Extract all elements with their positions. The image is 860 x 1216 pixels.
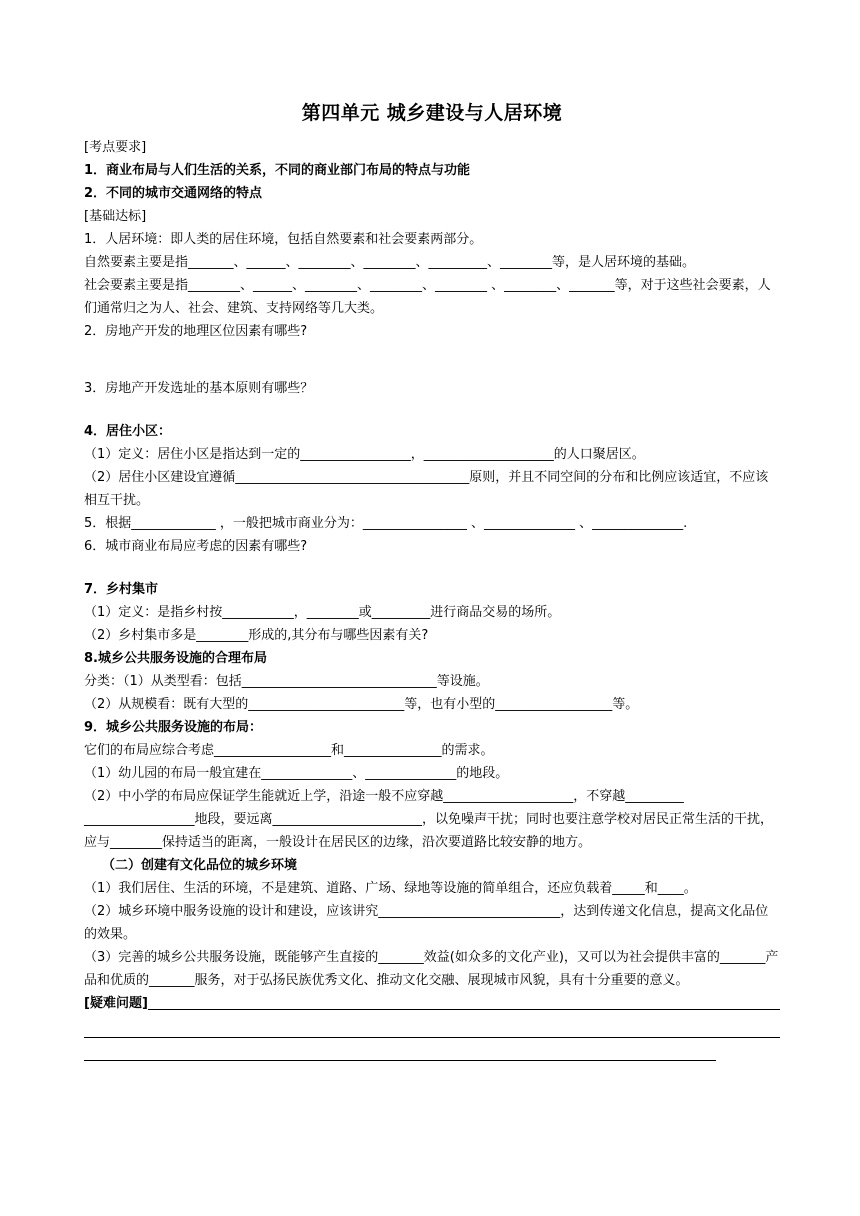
culture-3: （3）完善的城乡公共服务设施，既能够产生直接的_______效益(如众多的文化产业)，又可以为社会提供丰富的_______产品和优质的_______服务，对于弘扬民族优秀文化、推动文化交融、展现城市风貌，具有十分重要的意义。 <box>84 950 779 988</box>
answer-line <box>84 1015 780 1038</box>
item-4-definition: （1）定义：居住小区是指达到一定的_________________，____________________的人口聚居区。 <box>84 447 645 462</box>
requirement-1: 1．商业布局与人们生活的关系，不同的商业部门布局的特点与功能 <box>84 163 471 178</box>
worksheet-page <box>84 100 780 1061</box>
item-7-formation: （2）乡村集市多是________形成的,其分布与哪些因素有关? <box>84 628 429 643</box>
difficult-questions-label: [疑难问题] <box>84 996 148 1011</box>
difficult-questions-row <box>84 992 780 1015</box>
section-culture-heading: （二）创建有文化品位的城乡环境 <box>102 858 298 873</box>
item-9-heading: 9．城乡公共服务设施的布局： <box>84 720 263 735</box>
item-5: 5．根据_____________ ，一般把城市商业分为：________________ 、______________ 、______________. <box>84 516 688 531</box>
page-title: 第四单元 城乡建设与人居环境 <box>301 102 563 124</box>
question-6: 6．城市商业布局应考虑的因素有哪些? <box>84 539 308 554</box>
item-1-natural-elements: 自然要素主要是指_______、______、________、________、_________、________等，是人居环境的基础。 <box>84 255 696 270</box>
question-3: 3．房地产开发选址的基本原则有哪些？ <box>84 381 314 396</box>
section-header-requirements: [考点要求] <box>84 140 147 155</box>
item-8-scale: （2）从规模看：既有大型的________________________等，也有小型的__________________等。 <box>84 697 639 712</box>
answer-space <box>84 558 780 578</box>
item-7-definition: （1）定义：是指乡村按___________，________或_________进行商品交易的场所。 <box>84 605 561 620</box>
item-9-considerations: 它们的布局应综合考虑__________________和_______________的需求。 <box>84 743 494 758</box>
section-header-basics: [基础达标] <box>84 209 147 224</box>
item-8-heading: 8.城乡公共服务设施的合理布局 <box>84 651 267 666</box>
question-2: 2．房地产开发的地理区位因素有哪些? <box>84 324 308 339</box>
item-1-heading: 1．人居环境：即人类的居住环境，包括自然要素和社会要素两部分。 <box>84 232 483 247</box>
answer-line <box>148 992 780 1010</box>
item-1-social-elements: 社会要素主要是指________、______、________、________、________ 、________、_______等，对于这些社会要素，人们通常归之为人、社会、建筑、支持网络等几大类。 <box>84 278 771 316</box>
item-4-principle: （2）居住小区建设宜遵循____________________________________原则，并且不同空间的分布和比例应该适宜，不应该相互干扰。 <box>84 470 769 508</box>
culture-2: （2）城乡环境中服务设施的设计和建设，应该讲究____________________________，达到传递文化信息，提高文化品位的效果。 <box>84 904 769 942</box>
requirement-2: 2．不同的城市交通网络的特点 <box>84 186 263 201</box>
item-4-heading: 4．居住小区： <box>84 424 172 439</box>
answer-space <box>84 343 780 377</box>
item-7-heading: 7．乡村集市 <box>84 582 159 597</box>
answer-space <box>84 400 780 420</box>
answer-line <box>84 1038 716 1061</box>
culture-1: （1）我们居住、生活的环境，不是建筑、道路、广场、绿地等设施的简单组合，还应负载着_____和____。 <box>84 881 697 896</box>
item-9-schools: （2）中小学的布局应保证学生能就近上学，沿途一般不应穿越____________________，不穿越_________ _________________地段，要远离_______________________，以免噪声干扰；同时也要注意学校对居民正常生活的干扰，应与________保持适当的距离，一般设计在居民区的边缘，沿次要道路比较安静的地方。 <box>84 789 774 850</box>
item-8-type: 分类：（1）从类型看：包括______________________________等设施。 <box>84 674 489 689</box>
item-9-kindergarten: （1）幼儿园的布局一般宜建在______________、______________的地段。 <box>84 766 509 781</box>
